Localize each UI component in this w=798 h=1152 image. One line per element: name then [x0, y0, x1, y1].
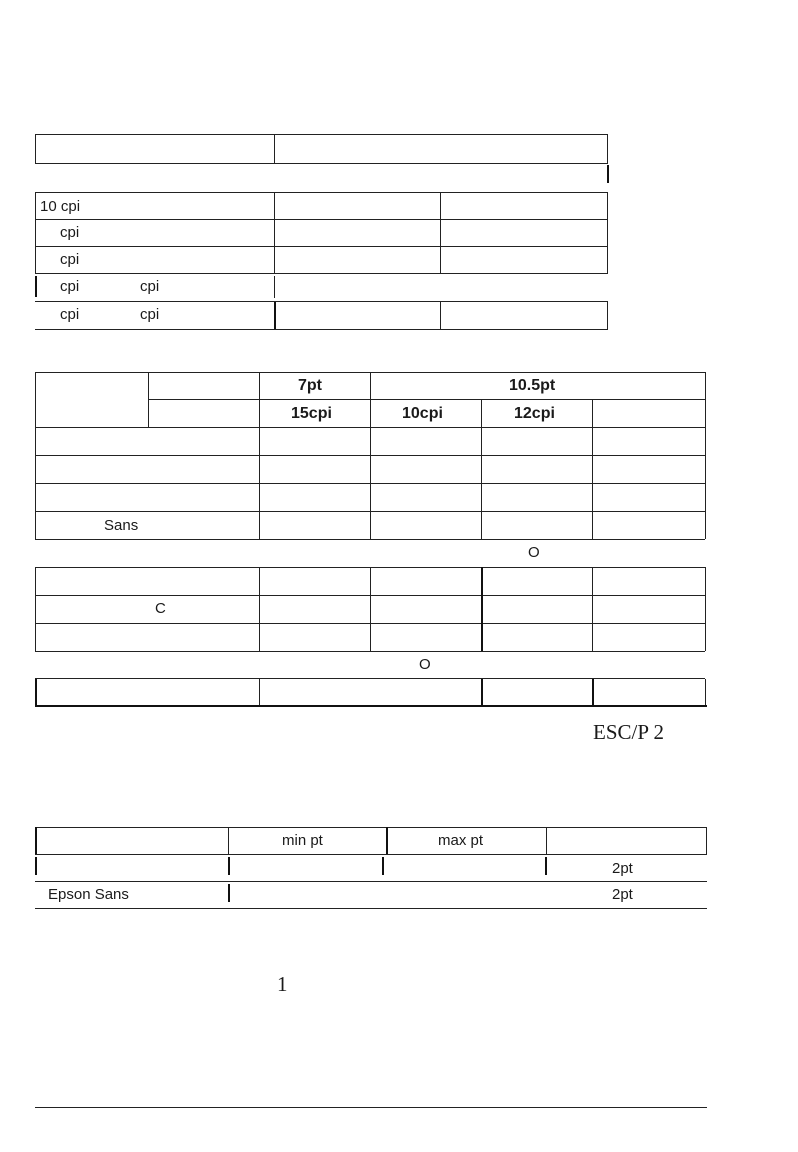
row-label-cpi-5a: cpi — [60, 306, 80, 323]
subheader-10cpi: 10cpi — [402, 405, 443, 422]
col-min-pt: min pt — [282, 832, 323, 849]
row-label-cpi-3: cpi — [60, 251, 80, 268]
row2-value-2pt: 2pt — [612, 886, 633, 903]
footnote-marker: 1 — [277, 972, 288, 996]
header-7pt: 7pt — [298, 377, 322, 394]
col-max-pt: max pt — [438, 832, 484, 849]
page-bottom-rule — [35, 1107, 707, 1108]
circle-mark-2: O — [419, 656, 431, 673]
row-label-epson-sans: Epson Sans — [48, 886, 129, 903]
row-label-cpi-4a: cpi — [60, 278, 80, 295]
esc-p2-label: ESC/P 2 — [593, 720, 664, 744]
subheader-12cpi: 12cpi — [514, 405, 555, 422]
circle-mark-1: O — [528, 544, 540, 561]
row-label-cpi-2: cpi — [60, 224, 80, 241]
row-label-sans: Sans — [104, 517, 139, 534]
header-10-5pt: 10.5pt — [509, 377, 556, 394]
row-label-cpi-5b: cpi — [140, 306, 160, 323]
row1-value-2pt: 2pt — [612, 860, 633, 877]
row-label-10cpi: 10 cpi — [40, 198, 81, 215]
row-label-cpi-4b: cpi — [140, 278, 160, 295]
subheader-15cpi: 15cpi — [291, 405, 332, 422]
row-label-c: C — [155, 600, 166, 617]
